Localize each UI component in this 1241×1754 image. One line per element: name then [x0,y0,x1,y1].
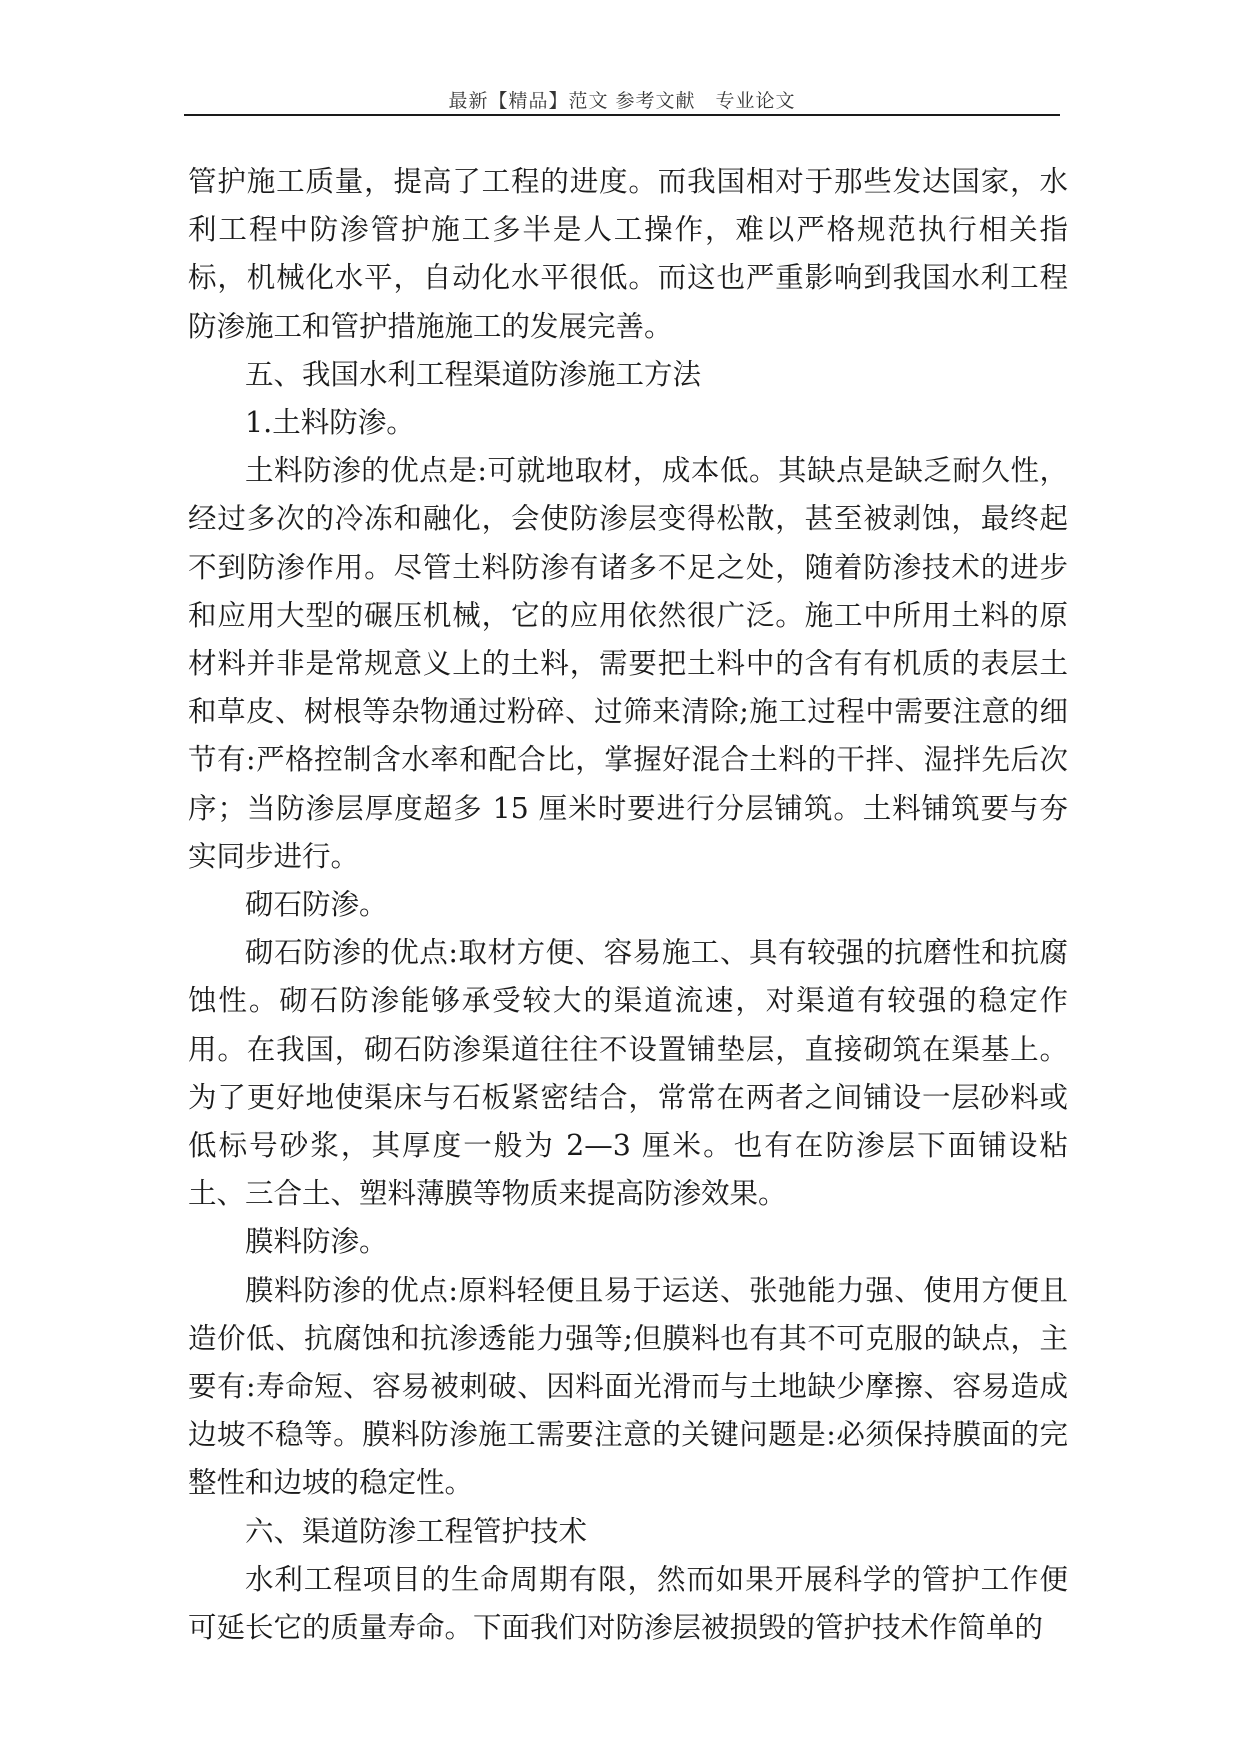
paragraph-continued: 管护施工质量，提高了工程的进度。而我国相对于那些发达国家，水利工程中防渗管护施工多半是人工操作，难以严格规范执行相关指标，机械化水平，自动化水平很低。而这也严重影响到我国水利工程防渗施工和管护措施施工的发展完善。 [188,165,1068,343]
subheading-masonry: 砌石防渗。 [245,888,388,922]
document-body [188,158,1068,1652]
subheading-membrane: 膜料防渗。 [245,1225,388,1259]
paragraph-membrane: 膜料防渗的优点:原料轻便且易于运送、张弛能力强、使用方便且造价低、抗腐蚀和抗渗透能力强等;但膜料也有其不可克服的缺点，主要有:寿命短、容易被刺破、因料面光滑而与土地缺少摩擦、容易造成边坡不稳等。膜料防渗施工需要注意的关键问题是:必须保持膜面的完整性和边坡的稳定性。 [188,1273,1068,1500]
section-heading-5: 五、我国水利工程渠道防渗施工方法 [245,357,702,391]
paragraph-soil: 土料防渗的优点是:可就地取材，成本低。其缺点是缺乏耐久性，经过多次的冷冻和融化，会使防渗层变得松散，甚至被剥蚀，最终起不到防渗作用。尽管土料防渗有诸多不足之处，随着防渗技术的进步和应用大型的碾压机械，它的应用依然很广泛。施工中所用土料的原材料并非是常规意义上的土料，需要把土料中的含有有机质的表层土和草皮、树根等杂物通过粉碎、过筛来清除;施工过程中需要注意的细节有:严格控制含水率和配合比，掌握好混合土料的干拌、湿拌先后次序；当防渗层厚度超多 15 厘米时要进行分层铺筑。土料铺筑要与夯实同步进行。 [188,454,1068,873]
paragraph-masonry: 砌石防渗的优点:取材方便、容易施工、具有较强的抗磨性和抗腐蚀性。砌石防渗能够承受较大的渠道流速，对渠道有较强的稳定作用。在我国，砌石防渗渠道往往不设置铺垫层，直接砌筑在渠基上。为了更好地使渠床与石板紧密结合，常常在两者之间铺设一层砂料或低标号砂浆，其厚度一般为 2—3 厘米。也有在防渗层下面铺设粘土、三合土、塑料薄膜等物质来提高防渗效果。 [188,936,1068,1211]
page-header: 最新【精品】范文 参考文献 专业论文 [448,90,796,112]
section-heading-6: 六、渠道防渗工程管护技术 [245,1514,588,1548]
header-divider [184,114,1060,116]
paragraph-maintenance: 水利工程项目的生命周期有限，然而如果开展科学的管护工作便可延长它的质量寿命。下面我们对防渗层被损毁的管护技术作简单的 [188,1562,1068,1645]
subheading-soil: 1.土料防渗。 [245,406,415,440]
